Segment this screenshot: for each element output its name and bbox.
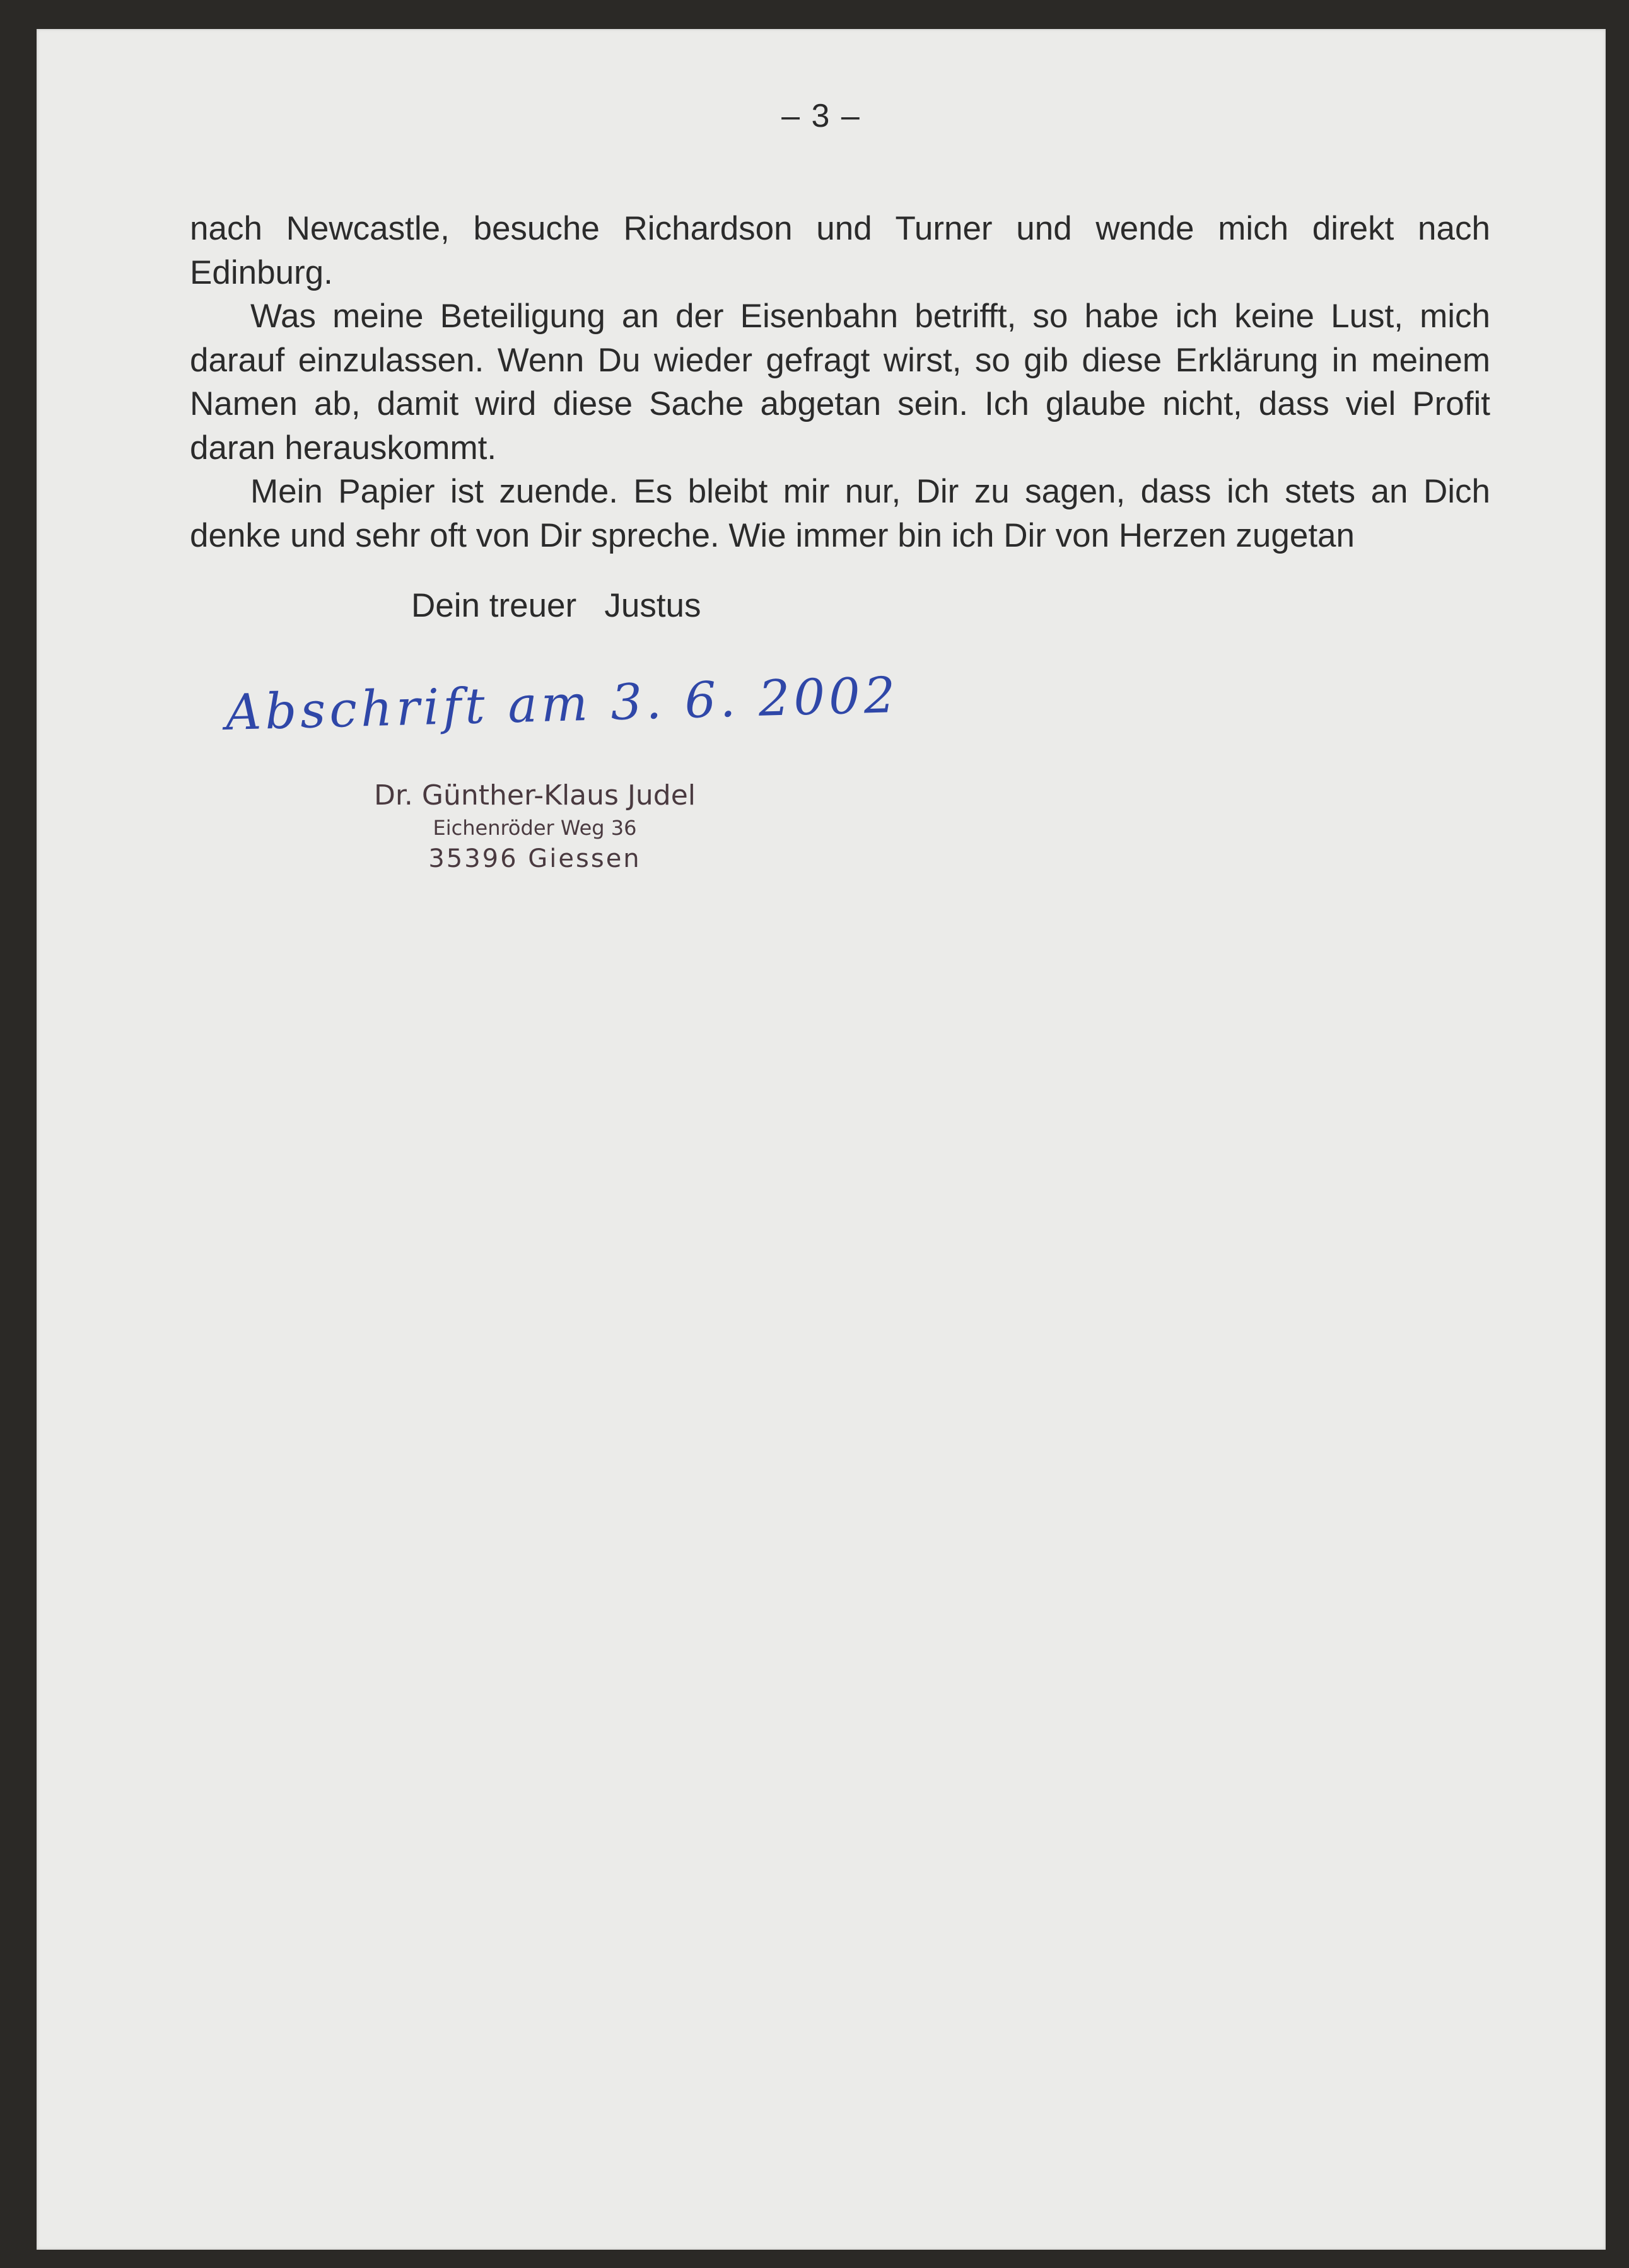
paragraph-farewell: Mein Papier ist zuende. Es bleibt mir nur, Dir zu sagen, dass ich stets an Dich denke und sehr oft von Dir spreche. Wie immer bin ich Dir von Herzen zugetan [190,473,1490,554]
paragraph-continuation: nach Newcastle, besuche Richardson und Turner und wende mich direkt nach Edinburg. [190,210,1490,291]
stamp-street: Eichenröder Weg 36 [433,816,637,840]
address-stamp [333,778,737,875]
document-sheet [37,29,1606,2250]
page-number: – 3 – [781,98,861,134]
paragraph-railway: Was meine Beteiligung an der Eisenbahn betrifft, so habe ich keine Lust, mich darauf einzulassen. Wenn Du wieder gefragt wirst, so gib diese Erklärung in meinem Namen ab, damit wird diese Sache abgetan sein. Ich glaube nicht, dass viel Profit daran herauskommt. [190,298,1490,467]
letter-closing: Dein treuer Justus [411,587,701,624]
letter-body [190,207,1490,557]
stamp-city: 35396 Giessen [428,844,641,873]
stamp-name: Dr. Günther-Klaus Judel [373,779,696,811]
handwritten-note: Abschrift am 3. 6. 2002 [225,667,900,741]
